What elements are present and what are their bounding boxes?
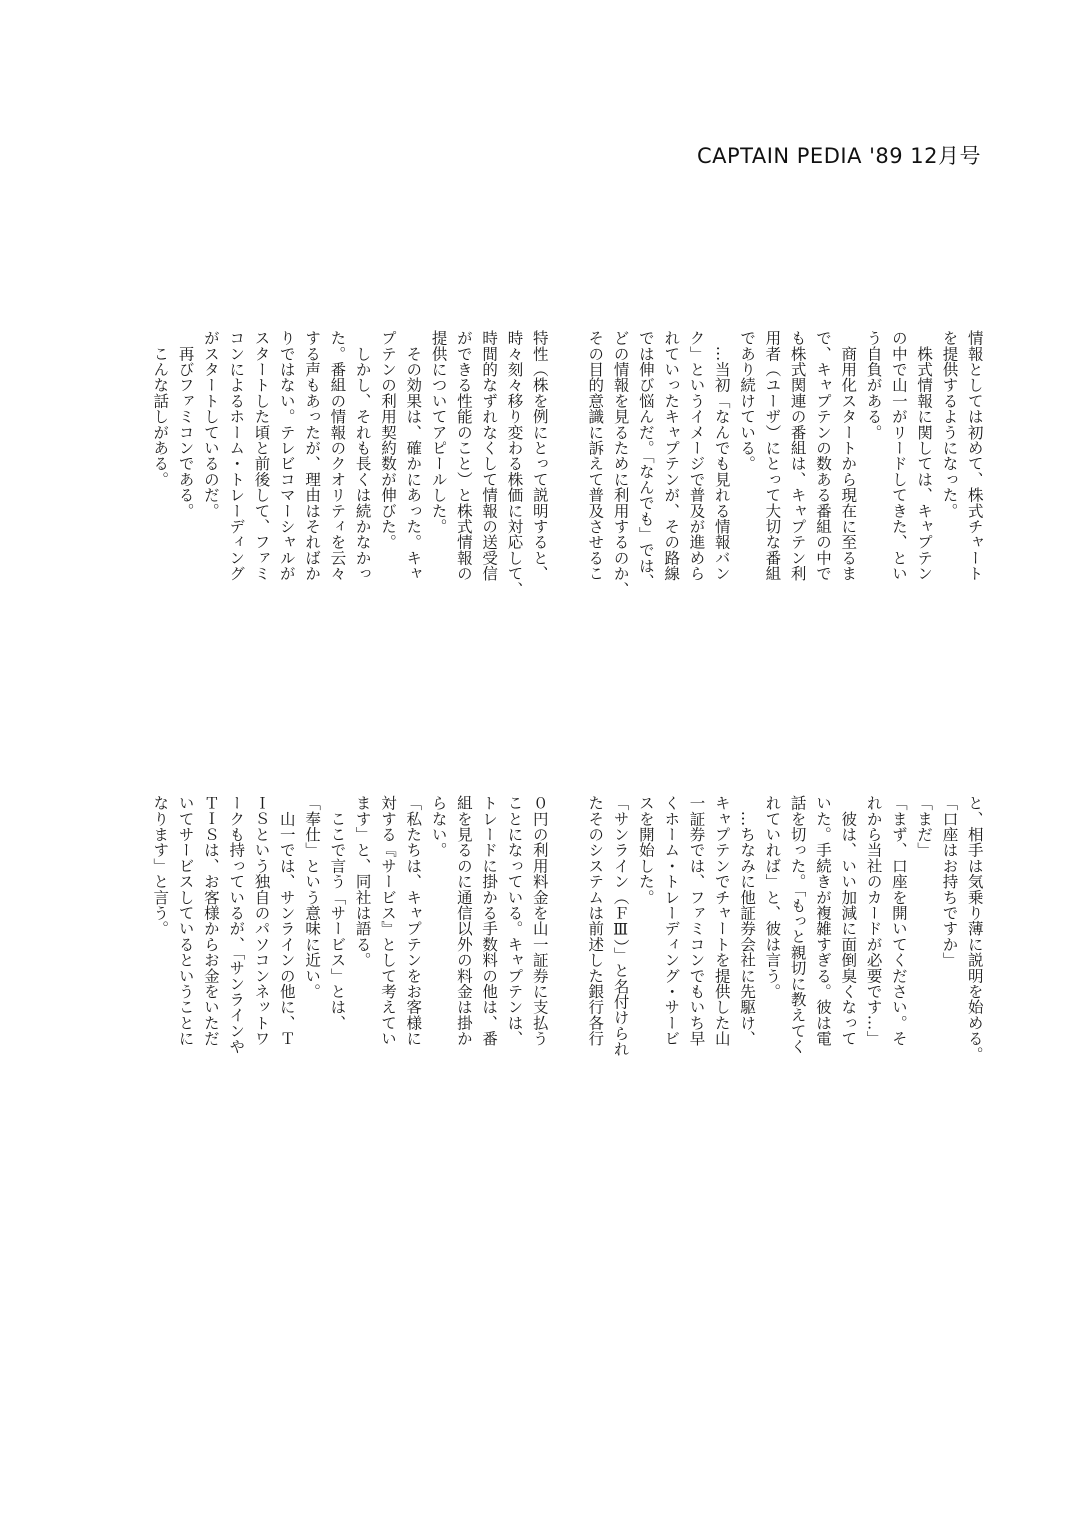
article-text-top-right: 情報としては初めて、株式チャート を提供するようになった。 株式情報に関しては、キャプテン の中で山一がリードしてきた、とい う自負がある。 商用化スタートから現在に至るま で、キャプテンの数ある番組の中で も株式関連の番組は、キャプテン利 用者（ユーザ）にとって大切な番組 であり続けている。 …当初「なんでも見れる情報バン ク」というイメージで普及が進めら れていったキャプテンが、その路線 では伸び悩んだ。「なんでも」では、 どの情報を見るために利用するのか、 その目的意識に訴えて普及させるこ [586, 330, 984, 597]
article-text-bottom-right: と、相手は気乗り薄に説明を始める。 「口座はお持ちですか」 「まだ」 「まず、口座を開いてください。そ れから当社のカードが必要です…」 彼は、いい加減に面倒臭くなって いた。手続きが複雑すぎる。彼は電 話を切った。「もっと親切に教えてく れていれば」と、彼は言う。 …ちなみに他証券会社に先駆け、 キャプテンでチャートを提供した山 一証券では、ファミコンでもいち早 くホーム・トレーディング・サービ スを開始した。 「サンライン（ＦⅢ）」と名付けられ たそのシステムは前述した銀行各行 [586, 795, 984, 1062]
article-text-top-left: 特性（株を例にとって説明すると、 時々刻々移り変わる株価に対応して、 時間的なずれなくして情報の送受信 ができる性能のこと）と株式情報の 提供についてアピールした。 その効果は、確かにあった。キャ プテンの利用契約数が伸びた。 しかし、それも長くは続かなかっ た。番組の情報のクオリティを云々 する声もあったが、理由はそればか りではない。テレビコマーシャルが スタートした頃と前後して、ファミ コンによるホーム・トレーディング がスタートしているのだ。 再びファミコンである。 こんな話しがある。 [151, 330, 549, 597]
article-block-top-left [147, 330, 550, 753]
page-header: CAPTAIN PEDIA '89 12月号 [696, 144, 981, 168]
article-text-bottom-left: ０円の利用料金を山一証券に支払う ことになっている。キャプテンは、 トレードに掛かる手数料の他は、番 組を見るのに通信以外の料金は掛か らない。 「私たちは、キャプテンをお客様に 対する『サービス』として考えてい ます」と、同社は語る。 ここで言う「サービス」とは、 「奉仕」という意味に近い。 山一では、サンラインの他に、Ｔ ＩＳという独自のパソコンネットワ ークも持っているが、「サンラインや ＴＩＳは、お客様からお金をいただ いてサービスしているということに なります」と言う。 [151, 795, 549, 1055]
article-block-bottom-left [147, 795, 550, 1218]
article-block-bottom-right [582, 795, 986, 1218]
article-block-top-right [582, 330, 986, 753]
